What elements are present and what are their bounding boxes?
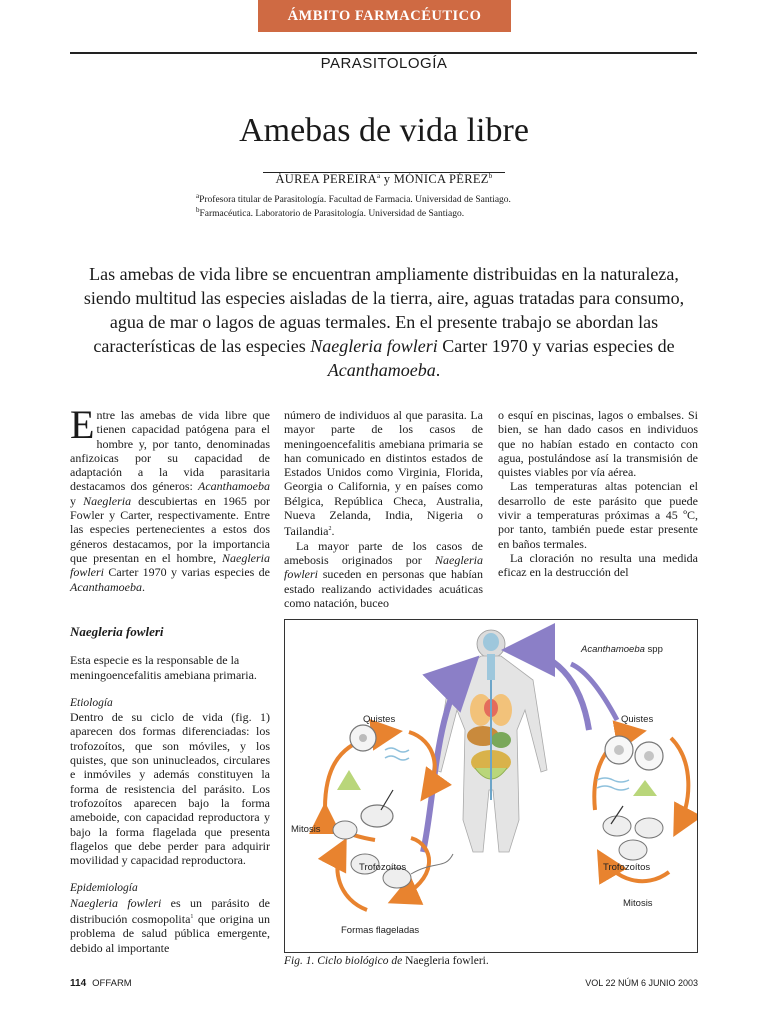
col2-species: Naegleria fowleri	[284, 552, 483, 582]
caption-species: Naegleria fowleri	[405, 955, 486, 967]
author-join: y	[383, 172, 391, 187]
epi-text: es un parásito de distribución cosmopolita	[70, 895, 271, 927]
figure-label-mitosis-left: Mitosis	[291, 824, 321, 835]
affiliation-b-sup: b	[196, 206, 200, 214]
epi-species: Naegleria fowleri	[70, 895, 162, 910]
column-2	[284, 408, 483, 610]
affiliation-a-text: Profesora titular de Parasitología. Facultad de Farmacia. Universidad de Santiago.	[199, 195, 511, 206]
caption-prefix: Fig. 1. Ciclo biológico de	[284, 955, 406, 967]
heading-naegleria-fowleri: Naegleria fowleri	[70, 624, 164, 639]
intro-text: ntre las amebas de vida libre que tienen capacidad patógena para el hombre y, por tanto, denominadas anfizoicas por su capacidad de adaptación a la vida parasitaria destacamos dos géneros:	[70, 408, 270, 494]
col3-paragraph-3: La cloración no resulta una medida eficaz en la destrucción del	[498, 550, 698, 580]
affiliation-b	[196, 206, 464, 219]
article-title: Amebas de vida libre	[239, 112, 529, 149]
section-tab: ÁMBITO FARMACÉUTICO	[258, 0, 511, 32]
col2-text-3: suceden en personas que habían estado realizando actividades acuáticas como natación, buceo	[284, 567, 483, 610]
section-title: PARASITOLOGÍA	[320, 55, 448, 72]
human-figure	[435, 630, 547, 852]
abstract-text-2: Carter 1970 y varias especies de	[437, 336, 675, 356]
affiliation-a-sup: a	[196, 192, 200, 200]
abstract-species-1: Naegleria fowleri	[310, 336, 438, 356]
figure-label-trofozoitos-right: Trofozoítos	[603, 862, 651, 873]
author-b-sup: b	[488, 172, 493, 180]
figure-label-acanthamoeba-spp: spp	[644, 644, 663, 655]
genus-naegleria: Naegleria	[83, 493, 132, 508]
column-1-lower	[70, 625, 270, 955]
caption-end: .	[485, 955, 489, 967]
heading-etiologia: Etiología	[70, 696, 113, 709]
intro-end: .	[141, 579, 145, 594]
abstract-text-3: .	[435, 360, 441, 380]
epi-text-2: que origina un problema de salud pública emergente, debido al importante	[70, 912, 270, 955]
col2-text-1: número de individuos al que parasita. La mayor parte de los casos de meningoencefalitis amebiana primaria se han comunicado en distintos estados de Estados Unidos como Virginia, Florida, Georgia o California, y en países como Bélgica, República Checa, Australia, Nueva Zelanda, India, Nigeria o Tailandia	[284, 408, 483, 539]
footer-issue: VOL 22 NÚM 6 JUNIO 2003	[585, 978, 698, 988]
affiliation-a	[196, 192, 511, 205]
etiologia-paragraph: Dentro de su ciclo de vida (fig. 1) aparecen dos formas diferenciadas: los trofozoítos, que son móviles, y los quistes, que son uninucleados, circulares e inmóviles y además constituyen la forma de resistencia del parásito. Los trofozoítos aparecen bajo la forma ameboide, con capacidad reproductora y bajo la forma flagelada que presenta flagelos que debe perder para adquirir movilidad y capacidad reproductora.	[70, 710, 270, 868]
col2-paragraph-1	[284, 408, 483, 539]
page-number: 114	[70, 978, 87, 989]
epi-ref: 1	[190, 914, 194, 921]
figure-label-formas-flageladas: Formas flageladas	[341, 925, 420, 936]
figure-label-quistes-right: Quistes	[621, 714, 654, 725]
top-rule	[70, 52, 697, 54]
col2-end: .	[331, 524, 335, 539]
intro-text-2: descubiertas en 1965 por Fowler y Carter, respectivamente. Entre las especies pertenecientes a estos dos géneros destacamos, por la importancia que presentan en el hombre,	[70, 493, 270, 565]
intro-join: y	[70, 493, 84, 508]
affiliation-b-text: Farmacéutica. Laboratorio de Parasitología. Universidad de Santiago.	[199, 209, 465, 220]
figure-label-trofozoitos-left: Trofozoítos	[359, 862, 407, 873]
column-1	[70, 402, 270, 594]
col3-paragraph-2: Las temperaturas altas potencian el desarrollo de este parásito que puede vivir a temperaturas próximas a 45 ºC, por tanto, también puede estar presente en baños termales.	[498, 479, 698, 551]
heading-epidemiologia: Epidemiología	[70, 882, 138, 895]
figure-label-mitosis-right: Mitosis	[623, 898, 653, 909]
authors	[0, 172, 768, 187]
author-a-sup: a	[376, 172, 381, 180]
abstract-species-2: Acanthamoeba	[327, 360, 436, 380]
genus-acanthamoeba-2: Acanthamoeba	[70, 579, 142, 594]
author-a: ÁUREA PEREIRA	[275, 172, 377, 187]
footer-left	[70, 978, 132, 989]
drop-cap: E	[70, 402, 95, 447]
figure-label-acanthamoeba	[581, 644, 663, 655]
figure-label-acanthamoeba-genus: Acanthamoeba	[581, 644, 645, 655]
intro-paragraph	[70, 402, 270, 594]
col2-text-2: La mayor parte de los casos de amebosis originados por	[284, 538, 483, 567]
col2-ref: 2	[328, 526, 332, 533]
genus-acanthamoeba: Acanthamoeba	[198, 479, 270, 494]
figure-label-quistes-left: Quistes	[363, 714, 396, 725]
left-cycle	[325, 725, 453, 910]
abstract	[80, 262, 688, 382]
col3-paragraph-1: o esquí en piscinas, lagos o embalses. Si bien, se han dado casos en individuos que no habían estado en contacto con agua, postulándose así la transmisión de quistes viables por vía aérea.	[498, 408, 698, 480]
figure-caption	[284, 955, 489, 967]
author-b: MÓNICA PÉREZ	[393, 172, 489, 187]
figure-life-cycle	[284, 619, 698, 953]
epidemiologia-paragraph	[70, 896, 270, 955]
col2-paragraph-2	[284, 539, 483, 610]
column-3	[498, 408, 698, 580]
abstract-text-1: Las amebas de vida libre se encuentran ampliamente distribuidas en la naturaleza, siendo multitud las especies aisladas de la tierra, aire, aguas tratadas para consumo, agua de mar o lagos de aguas termales. En el presente trabajo se abordan las características de las especies	[83, 264, 685, 356]
naegleria-paragraph: Esta especie es la responsable de la meningoencefalitis amebiana primaria.	[70, 653, 257, 682]
journal-name: OFFARM	[92, 978, 132, 989]
intro-text-3: Carter 1970 y varias especies de	[104, 565, 270, 580]
right-cycle	[594, 732, 688, 881]
species-naegleria-fowleri: Naegleria fowleri	[70, 550, 270, 580]
